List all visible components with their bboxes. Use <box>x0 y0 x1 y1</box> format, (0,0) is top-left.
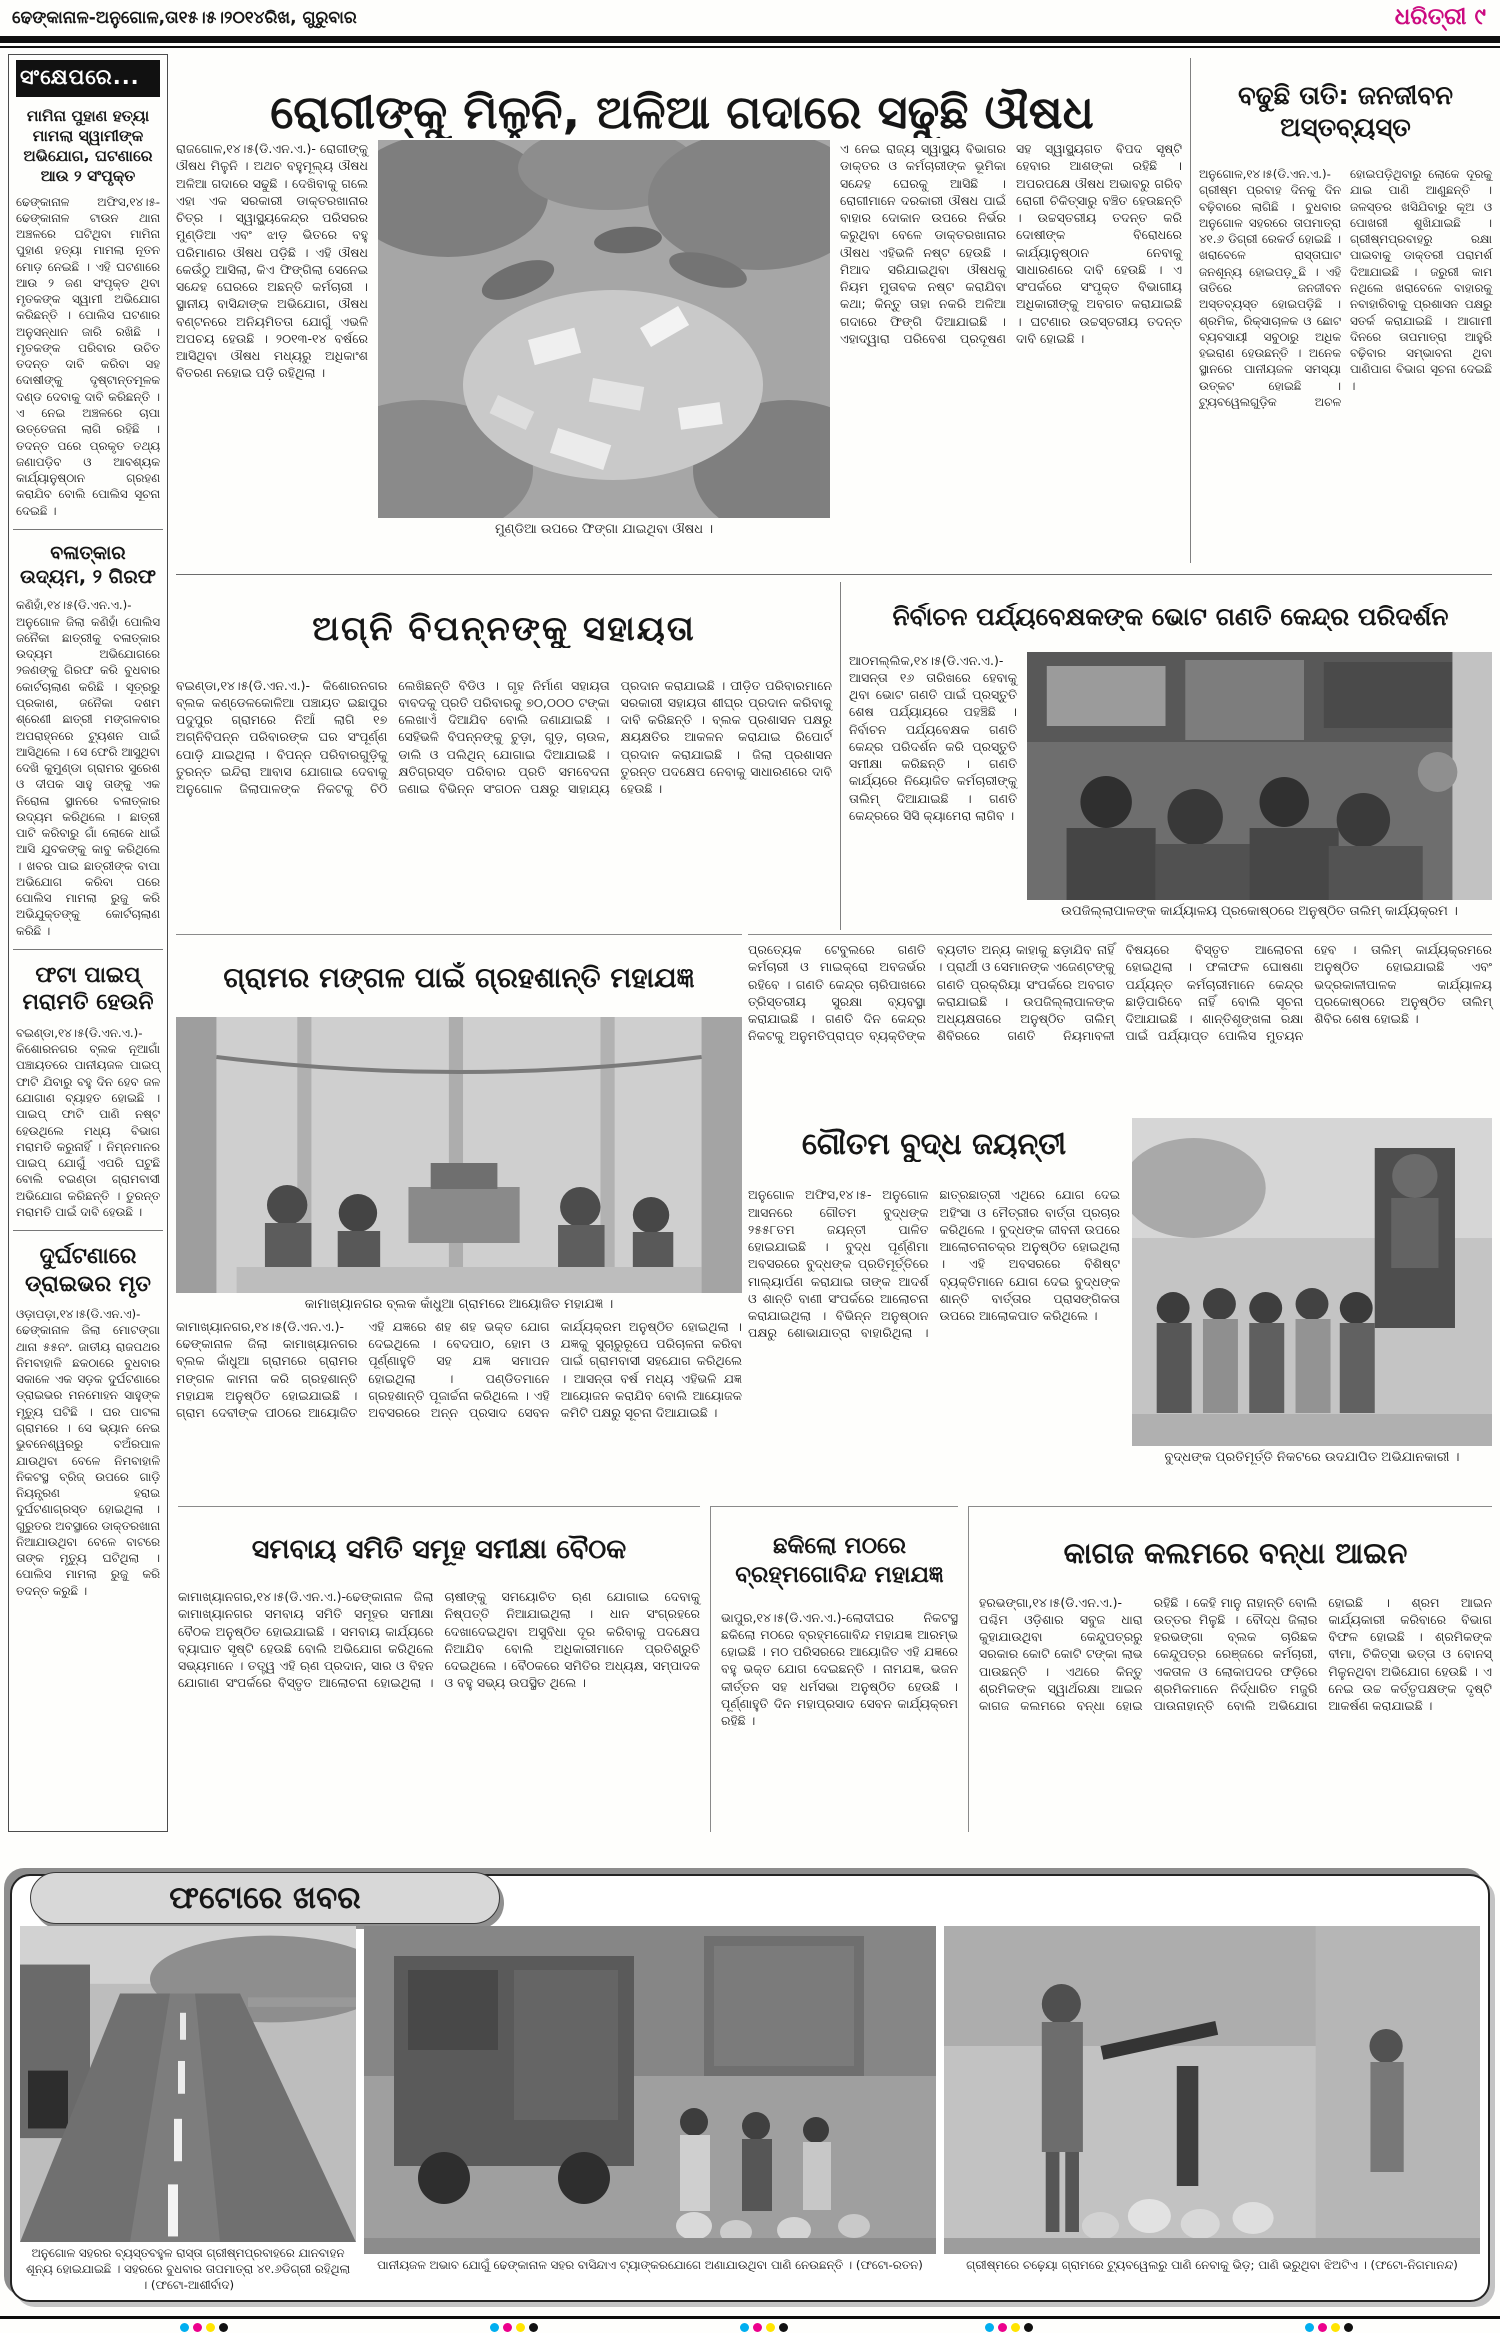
heatwave-headline: ବଢୁଛି ତାତି: ଜନଜୀବନ ଅସ୍ତବ୍ୟସ୍ତ <box>1237 80 1454 144</box>
magenta-dot <box>753 2323 762 2332</box>
registration-marks <box>1305 2323 1353 2332</box>
masthead-edition-date: ଢେଙ୍କାନାଳ-ଅନୁଗୋଳ,ତା୧୫।୫।୨୦୧୪ରିଖ, ଗୁରୁବାର <box>12 8 357 28</box>
divider <box>13 529 163 530</box>
hand-pump-illustration <box>944 1926 1480 2254</box>
photo-water-tanker <box>364 1926 936 2254</box>
registration-marks <box>490 2323 538 2332</box>
brief-title: ଦୁର୍ଘଟଣାରେ ଡ୍ରାଇଭର ମୃତ <box>25 1244 151 1297</box>
fire-aid-headline: ଅଗ୍ନି ବିପନ୍ନଙ୍କୁ ସହାୟତା <box>312 610 696 649</box>
divider <box>13 1230 163 1231</box>
election-headline: ନିର୍ବାଚନ ପର୍ଯ୍ୟବେକ୍ଷକଙ୍କ ଭୋଟ ଗଣତି କେନ୍ଦ୍ର ପରିଦର୍ଶନ <box>892 602 1449 631</box>
yajna-figure <box>176 1017 742 1312</box>
law-headline: କାଗଜ କଲମରେ ବନ୍ଧା ଆଇନ <box>1063 1537 1408 1570</box>
heatwave-article <box>1190 58 1492 563</box>
photo-news-caption: ଗ୍ରୀଷ୍ମରେ ଚଢ଼େୟା ଗ୍ରାମରେ ଟ୍ୟୁବୱେଲରୁ ପାଣି ନେବାକୁ ଭିଡ଼; ପାଣି ଭରୁଥିବା ଝିଅଟିଏ । (ଫଟୋ-ନିଗମାନନ୍ଦ) <box>966 2258 1458 2272</box>
yajna-body: କାମାଖ୍ୟାନଗର,୧୪।୫(ଡି.ଏନ.ଏ.)-ଢେଙ୍କାନାଳ ଜିଲା କାମାଖ୍ୟାନଗର ବ୍ଲକ କାଁଧୁଆ ଗ୍ରାମରେ ଗ୍ରାମର ମଙ୍ଗଳ କାମନା କରି ଗ୍ରହଶାନ୍ତି ମହାଯଜ୍ଞ ଅନୁଷ୍ଠିତ ହୋଇଯାଇଛି । ଗ୍ରାମ ଦେବୀଙ୍କ ପୀଠରେ ଆୟୋଜିତ ଏହି ଯଜ୍ଞରେ ଶହ ଶହ ଭକ୍ତ ଯୋଗ ଦେଇଥିଲେ । ବେଦପାଠ, ହୋମ ଓ ପୂର୍ଣ୍ଣାହୁତି ସହ ଯଜ୍ଞ ସମାପନ ହୋଇଥିଲା । ପଣ୍ଡିତମାନେ ଗ୍ରହଶାନ୍ତି ପୂଜାର୍ଚ୍ଚନା କରିଥିଲେ । ଏହି ଅବସରରେ ଅନ୍ନ ପ୍ରସାଦ ସେବନ କାର୍ଯ୍ୟକ୍ରମ ଅନୁଷ୍ଠିତ ହୋଇଥିଲା । ଯଜ୍ଞକୁ ସୁଚାରୁରୂପେ ପରିଚାଳନା କରିବା ପାଇଁ ଗ୍ରାମବାସୀ ସହଯୋଗ କରିଥିଲେ । ଆସନ୍ତା ବର୍ଷ ମଧ୍ୟ ଏହିଭଳି ଯଜ୍ଞ ଆୟୋଜନ କରାଯିବ ବୋଲି ଆୟୋଜକ କମିଟି ପକ୍ଷରୁ ସୂଚନା ଦିଆଯାଇଛି । <box>176 1318 742 1421</box>
election-photo-caption: ଉପଜିଲ୍ଲାପାଳଙ୍କ କାର୍ଯ୍ୟାଳୟ ପ୍ରକୋଷ୍ଠରେ ଅନୁଷ୍ଠିତ ତାଲିମ୍ କାର୍ଯ୍ୟକ୍ରମ । <box>1061 903 1458 919</box>
lead-photo-caption: ମୁଣ୍ଡିଆ ଉପରେ ଫିଙ୍ଗା ଯାଇଥିବା ଔଷଧ । <box>494 522 714 537</box>
registration-marks <box>180 2323 228 2332</box>
photo-hand-pump <box>944 1926 1480 2254</box>
law-body: ହରଭଙ୍ଗା,୧୪।୫(ଡି.ଏନ.ଏ.)-ପଶ୍ଚିମ ଓଡ଼ିଶାର ସବୁଜ ଧାରା କୁହାଯାଉଥିବା କେନ୍ଦୁପତ୍ରରୁ ସରକାର କୋଟି କୋଟି ଟଙ୍କା ଲାଭ ପାଉଛନ୍ତି । ଏଥରେ କିନ୍ତୁ ଶ୍ରମିକଙ୍କ ସ୍ୱାର୍ଥରକ୍ଷା ଆଇନ କାଗଜ କଲମରେ ବନ୍ଧା ହୋଇ ରହିଛି । କେହି ମାନୁ ନାହାନ୍ତି ବୋଲି ଉତ୍ତର ମିଳୁଛି । ବୌଦ୍ଧ ଜିଲାର ହରଭଙ୍ଗା ବ୍ଲକ ଚାରିଛକ କେନ୍ଦୁପତ୍ର ରେଞ୍ଜରେ କର୍ମଚାରୀ, ଏକତାଳ ଓ ଲୋକାପଦର ଫଡ଼ିରେ ଶ୍ରମିକମାନେ ନିର୍ଦ୍ଧାରିତ ମଜୁରି ପାଉନାହାନ୍ତି ବୋଲି ଅଭିଯୋଗ ହୋଇଛି । ଶ୍ରମ ଆଇନ କାର୍ଯ୍ୟକାରୀ କରିବାରେ ବିଭାଗ ବିଫଳ ହୋଇଛି । ଶ୍ରମିକଙ୍କ ବୀମା, ଚିକିତ୍ସା ଭତ୍ତା ଓ ବୋନସ୍ ମିଳୁନଥିବା ଅଭିଯୋଗ ହେଉଛି । ଏ ନେଇ ଉଚ୍ଚ କର୍ତ୍ତୃପକ୍ଷଙ୍କ ଦୃଷ୍ଟି ଆକର୍ଷଣ କରାଯାଇଛି । <box>979 1594 1492 1714</box>
election-article <box>840 582 1492 930</box>
photo-news-banner: ଫଟୋରେ ଖବର <box>30 1872 500 1924</box>
photo-news-box <box>10 1874 1490 2302</box>
lead-figure <box>378 140 830 570</box>
photo-news-row <box>20 1926 1480 2294</box>
black-dot <box>1344 2323 1353 2332</box>
fire-aid-body: ବଇଣ୍ଡା,୧୪।୫(ଡି.ଏନ.ଏ.)- କିଶୋରନଗର ବ୍ଲକ କଣ୍ଡେଳକୋଳିଆ ପଞ୍ଚାୟତ ଇଛାପୁର ପଦୁପୁର ଗ୍ରାମରେ ନିଆଁ ଲାଗି ୧୭ ଅଗ୍ନିବିପନ୍ନ ପରିବାରଙ୍କ ଘର ସଂପୂର୍ଣ୍ଣ ପୋଡ଼ି ଯାଇଥିଲା । ବିପନ୍ନ ପରିବାରଗୁଡ଼ିକୁ ତୁରନ୍ତ ଇନ୍ଦିରା ଆବାସ ଯୋଗାଇ ଦେବାକୁ ଅନୁଗୋଳ ଜିଲାପାଳଙ୍କ ନିକଟକୁ ଚିଠି ଲେଖିଛନ୍ତି ବିଡିଓ । ଗୃହ ନିର୍ମାଣ ସହାୟତା ବାବଦକୁ ପ୍ରତି ପରିବାରକୁ ୭୦,୦୦୦ ଟଙ୍କା ଲେଖାଏଁ ଦିଆଯିବ ବୋଲି ଜଣାଯାଇଛି । ସେହିଭଳି ବିପନ୍ନଙ୍କୁ ଚୁଡ଼ା, ଗୁଡ଼, ଚାଉଳ, ଡାଲି ଓ ପଲିଥିନ୍ ଯୋଗାଇ ଦିଆଯାଇଛି । କ୍ଷତିଗ୍ରସ୍ତ ପରିବାର ପ୍ରତି ସମବେଦନା ଜଣାଇ ବିଭିନ୍ନ ସଂଗଠନ ପକ୍ଷରୁ ସାହାଯ୍ୟ ପ୍ରଦାନ କରାଯାଇଛି । ପୀଡ଼ିତ ପରିବାରମାନେ ସରକାରୀ ସହାୟତା ଶୀଘ୍ର ପ୍ରଦାନ କରିବାକୁ ଦାବି କରିଛନ୍ତି । ବ୍ଲକ ପ୍ରଶାସନ ପକ୍ଷରୁ କ୍ଷୟକ୍ଷତିର ଆକଳନ କରାଯାଇ ରିପୋର୍ଟ ପ୍ରଦାନ କରାଯାଇଛି । ଜିଲା ପ୍ରଶାସନ ତୁରନ୍ତ ପଦକ୍ଷେପ ନେବାକୁ ସାଧାରଣରେ ଦାବି ହେଉଛି । <box>176 677 832 797</box>
yellow-dot <box>516 2323 525 2332</box>
masthead-rule-thin <box>0 46 1500 48</box>
photo-buddha-statue-group <box>1132 1118 1492 1446</box>
black-dot <box>219 2323 228 2332</box>
photo-news-figure <box>364 1926 936 2294</box>
divider <box>176 574 1492 575</box>
cooperative-headline: ସମବାୟ ସମିତି ସମୂହ ସମୀକ୍ଷା ବୈଠକ <box>251 1535 627 1566</box>
lead-article <box>176 140 1182 570</box>
brief-title: ମାମିନା ପୁହାଣ ହତ୍ୟା ମାମଲା ସ୍ୱାମୀଙ୍କ ଅଭିଯୋଗ, ଘଟଣାରେ ଆଉ ୨ ସଂପୃକ୍ତ <box>23 107 153 186</box>
yajna-ceremony-illustration <box>176 1017 742 1293</box>
photo-news-figure <box>944 1926 1480 2294</box>
lead-columns-2-3: ଏ ନେଇ ରାଜ୍ୟ ସ୍ୱାସ୍ଥ୍ୟ ବିଭାଗର ଡାକ୍ତର ଓ କର୍ମଚାରୀଙ୍କ ଭୂମିକା ସନ୍ଦେହ ଘେରକୁ ଆସିଛି । ରୋଗୀମାନେ ଦରକାରୀ ଔଷଧ ପାଇଁ ବାହାର ଦୋକାନ ଉପରେ ନିର୍ଭର କରୁଥିବା ବେଳେ ଡାକ୍ତରଖାନାର ଔଷଧ ଏହିଭଳି ନଷ୍ଟ ହେଉଛି । ମିଆଦ ସରିଯାଇଥିବା ଔଷଧକୁ ନିୟମ ମୁତାବକ ନଷ୍ଟ କରାଯିବା କଥା; କିନ୍ତୁ ତାହା ନକରି ଅଳିଆ ଗଦାରେ ଫିଙ୍ଗି ଦିଆଯାଇଛି । ଏହାଦ୍ୱାରା ପରିବେଶ ପ୍ରଦୂଷଣ ସହ ସ୍ୱାସ୍ଥ୍ୟଗତ ବିପଦ ସୃଷ୍ଟି ହେବାର ଆଶଙ୍କା ରହିଛି । ଅପରପକ୍ଷେ ଔଷଧ ଅଭାବରୁ ଗରିବ ରୋଗୀ ଚିକିତ୍ସାରୁ ବଞ୍ଚିତ ହେଉଛନ୍ତି । ଉଚ୍ଚସ୍ତରୀୟ ତଦନ୍ତ କରି ଦୋଷୀଙ୍କ ବିରୋଧରେ କାର୍ଯ୍ୟାନୁଷ୍ଠାନ ନେବାକୁ ସାଧାରଣରେ ଦାବି ହେଉଛି । ଏ ସଂପର୍କରେ ସଂପୃକ୍ତ ବିଭାଗୀୟ ଅଧିକାରୀଙ୍କୁ ଅବଗତ କରାଯାଇଛି । ଘଟଣାର ଉଚ୍ଚସ୍ତରୀୟ ତଦନ୍ତ ଦାବି ହୋଇଛି । <box>840 141 1182 346</box>
photo-news-caption: ପାନୀୟଜଳ ଅଭାବ ଯୋଗୁଁ ଢେଙ୍କାନାଳ ସହର ବାସିନ୍ଦାଏ ଟ୍ୟାଙ୍କରଯୋଗେ ଅଣାଯାଉଥିବା ପାଣି ନେଉଛନ୍ତି । (ଫଟୋ-ରତନ) <box>377 2258 923 2272</box>
law-article <box>968 1506 1492 1832</box>
election-body-continued: ପ୍ରତ୍ୟେକ ଟେବୁଲରେ ଗଣତି କର୍ମଚାରୀ ଓ ମାଇକ୍ରୋ ଅବଜର୍ଭର ରହିବେ । ଗଣତି କେନ୍ଦ୍ର ଚାରିପାଖରେ ତ୍ରିସ୍ତରୀୟ ସୁରକ୍ଷା ବ୍ୟବସ୍ଥା କରାଯାଇଛି । ଗଣତି ଦିନ କେନ୍ଦ୍ର ନିକଟକୁ ଅନୁମତିପ୍ରାପ୍ତ ବ୍ୟକ୍ତିଙ୍କ ବ୍ୟତୀତ ଅନ୍ୟ କାହାକୁ ଛଡ଼ାଯିବ ନାହିଁ । ପ୍ରାର୍ଥୀ ଓ ସେମାନଙ୍କ ଏଜେଣ୍ଟଙ୍କୁ ଗଣତି ପ୍ରକ୍ରିୟା ସଂପର୍କରେ ଅବଗତ କରାଯାଇଛି । ଉପଜିଲ୍ଲାପାଳଙ୍କ ଅଧ୍ୟକ୍ଷତାରେ ଅନୁଷ୍ଠିତ ତାଲିମ୍ ଶିବିରରେ ଗଣତି ନିୟମାବଳୀ ବିଷୟରେ ବିସ୍ତୃତ ଆଲୋଚନା ହୋଇଥିଲା । ଫଳାଫଳ ଘୋଷଣା ପର୍ଯ୍ୟନ୍ତ କର୍ମଚାରୀମାନେ କେନ୍ଦ୍ର ଛାଡ଼ିପାରିବେ ନାହିଁ ବୋଲି ସୂଚନା ଦିଆଯାଇଛି । ଶାନ୍ତିଶୃଙ୍ଖଳା ରକ୍ଷା ପାଇଁ ପର୍ଯ୍ୟାପ୍ତ ପୋଲିସ ମୁତୟନ ହେବ । ତାଲିମ୍ କାର୍ଯ୍ୟକ୍ରମରେ ଅନୁଷ୍ଠିତ ହୋଇଯାଇଛି ଏବଂ ଭଦ୍ରକାଳୀପାଳକ କାର୍ଯ୍ୟାଳୟ ପ୍ରକୋଷ୍ଠରେ ଅନୁଷ୍ଠିତ ତାଲିମ୍ ଶିବିର ଶେଷ ହୋଇଛି । <box>748 934 1492 1110</box>
buddha-headline: ଗୌତମ ବୁଦ୍ଧ ଜୟନ୍ତୀ <box>801 1128 1067 1162</box>
math-yajna-body: ଭାପୁର,୧୪।୫(ଡି.ଏନ.ଏ.)-ଲୋଦୀଘର ନିକଟସ୍ଥ ଛକିଲୋ ମଠରେ ବ୍ରହ୍ମଗୋବିନ୍ଦ ମହାଯଜ୍ଞ ଆରମ୍ଭ ହୋଇଛି । ମଠ ପରିସରରେ ଆୟୋଜିତ ଏହି ଯଜ୍ଞରେ ବହୁ ଭକ୍ତ ଯୋଗ ଦେଇଛନ୍ତି । ନାମଯଜ୍ଞ, ଭଜନ କୀର୍ତ୍ତନ ସହ ଧର୍ମସଭା ଅନୁଷ୍ଠିତ ହେଉଛି । ପୂର୍ଣ୍ଣାହୁତି ଦିନ ମହାପ୍ରସାଦ ସେବନ କାର୍ଯ୍ୟକ୍ରମ ରହିଛି । <box>721 1609 958 1729</box>
discarded-medicines-illustration <box>378 140 830 518</box>
photo-yajna-ceremony <box>176 1017 742 1293</box>
briefs-header: ସଂକ୍ଷେପରେ... <box>16 60 160 97</box>
cyan-dot <box>740 2323 749 2332</box>
yellow-dot <box>1331 2323 1340 2332</box>
cyan-dot <box>1305 2323 1314 2332</box>
footer-rule <box>0 2316 1500 2319</box>
brief-body: ଓଡ଼ାପଡ଼ା,୧୪।୫(ଡି.ଏନ.ଏ)-ଢେଙ୍କାନାଳ ଜିଲା ମୋଟଙ୍ଗା ଥାନା ୫୫ନଂ. ଜାତୀୟ ରାଜପଥର ନିମବାହାଳି ଛକଠାରେ ବୁଧବାର ସକାଳେ ଏକ ସଡ଼କ ଦୁର୍ଘଟଣାରେ ଡ୍ରାଇଭର ମନମୋହନ ସାହୁଙ୍କ ମୃତ୍ୟୁ ଘଟିଛି । ଘର ପାଟଳା ଗ୍ରାମରେ । ସେ ଭ୍ୟାନ ନେଇ ଭୁବନେଶ୍ୱରରୁ ବଅଁରପାଳ ଯାଉଥିବା ବେଳେ ନିମବାହାଳି ନିକଟସ୍ଥ ବ୍ରିଜ୍ ଉପରେ ଗାଡ଼ି ନିୟନ୍ତ୍ରଣ ହରାଇ ଦୁର୍ଘଟଣାଗ୍ରସ୍ତ ହୋଇଥିଲା । ଗୁରୁତର ଅବସ୍ଥାରେ ଡାକ୍ତରଖାନା ନିଆଯାଉଥିବା ବେଳେ ବାଟରେ ତାଙ୍କ ମୃତ୍ୟୁ ଘଟିଥିଲା । ପୋଲିସ ମାମଲା ରୁଜୁ କରି ତଦନ୍ତ କରୁଛି । <box>16 1307 160 1598</box>
lead-column-1: ରାଜଗୋଳ,୧୪।୫(ଡି.ଏନ.ଏ.)- ରୋଗୀଙ୍କୁ ଔଷଧ ମିଳୁନି । ଅଥଚ ବହୁମୂଲ୍ୟ ଔଷଧ ଅଳିଆ ଗଦାରେ ସଢୁଛି । ଦେଖିବାକୁ ଗଲେ ଏହା ଏକ ସରକାରୀ ଡାକ୍ତରଖାନାର ଚିତ୍ର । ସ୍ୱାସ୍ଥ୍ୟକେନ୍ଦ୍ର ପରିସରର ମୁଣ୍ଡିଆ ଏବଂ ଝାଡ଼ ଭିତରେ ବହୁ ପରିମାଣର ଔଷଧ ପଡ଼ିଛି । ଏହି ଔଷଧ କେଉଁଠୁ ଆସିଲା, କିଏ ଫିଙ୍ଗିଲା ସେନେଇ ସନ୍ଦେହ ଘେରରେ ଅଛନ୍ତି କର୍ମଚାରୀ । ସ୍ଥାନୀୟ ବାସିନ୍ଦାଙ୍କ ଅଭିଯୋଗ, ଔଷଧ ବଣ୍ଟନରେ ଅନିୟମିତତା ଯୋଗୁଁ ଏଭଳି ଅପଚୟ ହେଉଛି । ୨୦୧୩-୧୪ ବର୍ଷରେ ଆସିଥିବା ଔଷଧ ମଧ୍ୟରୁ ଅଧିକାଂଶ ବିତରଣ ନହୋଇ ପଡ଼ି ରହିଥିଲା । <box>176 141 368 381</box>
cooperative-body: କାମାଖ୍ୟାନଗର,୧୪।୫(ଡି.ଏନ.ଏ.)-ଢେଙ୍କାନାଳ ଜିଲା କାମାଖ୍ୟାନଗର ସମବାୟ ସମିତି ସମୂହର ସମୀକ୍ଷା ବୈଠକ ଅନୁଷ୍ଠିତ ହୋଇଯାଇଛି । ସମବାୟ କାର୍ଯ୍ୟରେ ବ୍ୟାଘାତ ସୃଷ୍ଟି ହେଉଛି ବୋଲି ଅଭିଯୋଗ କରିଥିଲେ ସଭ୍ୟମାନେ । ତତ୍ତ୍ୱ ଏହି ଋଣ ପ୍ରଦାନ, ସାର ଓ ବିହନ ଯୋଗାଣ ସଂପର୍କରେ ବିସ୍ତୃତ ଆଲୋଚନା ହୋଇଥିଲା । ଚାଷୀଙ୍କୁ ସମୟୋଚିତ ଋଣ ଯୋଗାଇ ଦେବାକୁ ନିଷ୍ପତ୍ତି ନିଆଯାଇଥିଲା । ଧାନ ସଂଗ୍ରହରେ ଦେଖାଦେଇଥିବା ଅସୁବିଧା ଦୂର କରିବାକୁ ପଦକ୍ଷେପ ନିଆଯିବ ବୋଲି ଅଧିକାରୀମାନେ ପ୍ରତିଶ୍ରୁତି ଦେଇଥିଲେ । ବୈଠକରେ ସମିତିର ଅଧ୍ୟକ୍ଷ, ସମ୍ପାଦକ ଓ ବହୁ ସଭ୍ୟ ଉପସ୍ଥିତ ଥିଲେ । <box>178 1589 700 1691</box>
empty-road-illustration <box>20 1926 356 2242</box>
election-left-column: ଆଠମଲ୍ଲିକ,୧୪।୫(ଡି.ଏନ.ଏ.)- ଆସନ୍ତା ୧୬ ତାରିଖରେ ହେବାକୁ ଥିବା ଭୋଟ ଗଣତି ପାଇଁ ପ୍ରସ୍ତୁତି ଶେଷ ପର୍ଯ୍ୟାୟରେ ପହଞ୍ଚିଛି । ନିର୍ବାଚନ ପର୍ଯ୍ୟବେକ୍ଷକ ଗଣତି କେନ୍ଦ୍ର ପରିଦର୍ଶନ କରି ପ୍ରସ୍ତୁତି ସମୀକ୍ଷା କରିଛନ୍ତି । ଗଣତି କାର୍ଯ୍ୟରେ ନିୟୋଜିତ କର୍ମଚାରୀଙ୍କୁ ତାଲିମ୍ ଦିଆଯାଇଛି । ଗଣତି କେନ୍ଦ୍ରରେ ସିସି କ୍ୟାମେରା ଲାଗିବ । <box>849 652 1017 823</box>
fire-aid-article <box>176 582 832 930</box>
brief-body: ଢେଙ୍କାନାଳ ଅଫିସ,୧୪।୫-ଢେଙ୍କାନାଳ ଟାଉନ ଥାନା ଅଞ୍ଚଳରେ ଘଟିଥିବା ମାମିନା ପୁହାଣ ହତ୍ୟା ମାମଲା ନୂତନ ମୋଡ଼ ନେଇଛି । ଏହି ଘଟଣାରେ ଆଉ ୨ ଜଣ ସଂପୃକ୍ତ ଥିବା ମୃତକଙ୍କ ସ୍ୱାମୀ ଅଭିଯୋଗ କରିଛନ୍ତି । ପୋଲିସ ଘଟଣାର ଅନୁସନ୍ଧାନ ଜାରି ରଖିଛି । ମୃତକଙ୍କ ପରିବାର ଉଚିତ ତଦନ୍ତ ଦାବି କରିବା ସହ ଦୋଷୀଙ୍କୁ ଦୃଷ୍ଟାନ୍ତମୂଳକ ଦଣ୍ଡ ଦେବାକୁ ଦାବି କରିଛନ୍ତି । ଏ ନେଇ ଅଞ୍ଚଳରେ ଚାପା ଉତ୍ତେଜନା ଲାଗି ରହିଛି । ତଦନ୍ତ ପରେ ପ୍ରକୃତ ତଥ୍ୟ ଜଣାପଡ଼ିବ ଓ ଆବଶ୍ୟକ କାର୍ଯ୍ୟାନୁଷ୍ଠାନ ଗ୍ରହଣ କରାଯିବ ବୋଲି ପୋଲିସ ସୂଚନା ଦେଇଛି । <box>16 194 160 518</box>
magenta-dot <box>193 2323 202 2332</box>
registration-marks <box>985 2323 1033 2332</box>
election-row <box>849 652 1492 919</box>
photo-news-figure <box>20 1926 356 2294</box>
photo-discarded-medicines <box>378 140 830 518</box>
photo-training-session <box>1027 652 1492 900</box>
masthead-paper-name-page: ଧରିତ୍ରୀ ୯ <box>1394 4 1486 30</box>
lead-headline: ରୋଗୀଙ୍କୁ ମିଳୁନି, ଅଳିଆ ଗଦାରେ ସଢୁଛି ଔଷଧ <box>270 86 1094 139</box>
black-dot <box>529 2323 538 2332</box>
black-dot <box>779 2323 788 2332</box>
buddha-article <box>748 1114 1492 1502</box>
masthead-rule-thick <box>0 36 1500 43</box>
briefs-sidebar <box>8 54 168 1832</box>
training-session-illustration <box>1027 652 1492 900</box>
magenta-dot <box>503 2323 512 2332</box>
yajna-photo-caption: କାମାଖ୍ୟାନଗର ବ୍ଲକ କାଁଧୁଆ ଗ୍ରାମରେ ଆୟୋଜିତ ମହାଯଜ୍ଞ । <box>304 1296 614 1312</box>
yajna-article <box>176 934 742 1500</box>
divider <box>13 949 163 950</box>
yellow-dot <box>206 2323 215 2332</box>
brief-body: ବଇଣ୍ଡା,୧୪।୫(ଡି.ଏନ.ଏ.)- କିଶୋରନଗର ବ୍ଲକ ନୂଆଗାଁ ପଞ୍ଚାୟତରେ ପାନୀୟଜଳ ପାଇପ୍ ଫାଟି ଯିବାରୁ ବହୁ ଦିନ ହେବ ଜଳ ଯୋଗାଣ ବ୍ୟାହତ ହୋଇଛି । ପାଇପ୍ ଫାଟି ପାଣି ନଷ୍ଟ ହେଉଥିଲେ ମଧ୍ୟ ବିଭାଗ ମରାମତି କରୁନାହିଁ । ନିମ୍ନମାନର ପାଇପ୍ ଯୋଗୁଁ ଏପରି ଘଟୁଛି ବୋଲି ବଇଣ୍ଡା ଗ୍ରାମବାସୀ ଅଭିଯୋଗ କରିଛନ୍ତି । ତୁରନ୍ତ ମରାମତି ପାଇଁ ଦାବି ହେଉଛି । <box>16 1025 160 1219</box>
magenta-dot <box>1318 2323 1327 2332</box>
election-figure <box>1027 652 1492 919</box>
math-yajna-headline: ଛକିଲୋ ମଠରେ ବ୍ରହ୍ମଗୋବିନ୍ଦ ମହାଯଜ୍ଞ <box>735 1533 944 1588</box>
buddha-statue-illustration <box>1132 1118 1492 1446</box>
buddha-text-block <box>748 1114 1120 1502</box>
brief-body: କଣିହାଁ,୧୪।୫(ଡି.ଏନ.ଏ.)- ଅନୁଗୋଳ ଜିଲା କଣିହାଁ ପୋଲିସ ଜନୈକା ଛାତ୍ରୀକୁ ବଳାତ୍କାର ଉଦ୍ୟମ ଅଭିଯୋଗରେ ୨ଜଣଙ୍କୁ ଗିରଫ କରି ବୁଧବାର କୋର୍ଟଚାଲାଣ କରିଛି । ସୂତ୍ରରୁ ପ୍ରକାଶ, ଜନୈକା ଦଶମ ଶ୍ରେଣୀ ଛାତ୍ରୀ ମଙ୍ଗଳବାର ଅପରାହ୍ନରେ ଟ୍ୟୁଶନ ପାଇଁ ଆସିଥିଲେ । ସେ ଫେରି ଆସୁଥିବା ଦେଖି କୁମୁଣ୍ଡା ଗ୍ରାମର ସୁରେଶ ଓ ଦୀପକ ସାହୁ ତାଙ୍କୁ ଏକ ନିରୋଳା ସ୍ଥାନରେ ବଳାତ୍କାର ଉଦ୍ୟମ କରିଥିଲେ । ଛାତ୍ରୀ ପାଟି କରିବାରୁ ଗାଁ ଲୋକେ ଧାଇଁ ଆସି ଯୁବକଙ୍କୁ କାବୁ କରିଥିଲେ । ଖବର ପାଇ ଛାତ୍ରୀଙ୍କ ବାପା ଅଭିଯୋଗ କରିବା ପରେ ପୋଲିସ ମାମଲା ରୁଜୁ କରି ଅଭିଯୁକ୍ତଙ୍କୁ କୋର୍ଟଚାଲାଣ କରିଛି । <box>16 598 160 938</box>
buddha-figure <box>1132 1114 1492 1502</box>
buddha-photo-caption: ବୁଦ୍ଧଙ୍କ ପ୍ରତିମୂର୍ତ୍ତି ନିକଟରେ ଉଦଯାପିତ ଅଭିଯାନକାରୀ । <box>1164 1450 1460 1465</box>
photo-news-caption: ଅନୁଗୋଳ ସହରର ବ୍ୟସ୍ତବହୁଳ ରାସ୍ତା ଗ୍ରୀଷ୍ମପ୍ରବାହରେ ଯାନବାହନ ଶୂନ୍ୟ ହୋଇଯାଇଛି । ସହରରେ ବୁଧବାର ତାପମାତ୍ରା ୪୧.୬ଡିଗ୍ରୀ ରହିଥିଲା । (ଫଟୋ-ଆଶୀର୍ବାଦ) <box>26 2246 350 2293</box>
photo-empty-road <box>20 1926 356 2242</box>
yellow-dot <box>1011 2323 1020 2332</box>
yajna-headline: ଗ୍ରାମର ମଙ୍ଗଳ ପାଇଁ ଗ୍ରହଶାନ୍ତି ମହାଯଜ୍ଞ <box>223 962 695 994</box>
black-dot <box>1024 2323 1033 2332</box>
heatwave-body: ଅନୁଗୋଳ,୧୪।୫(ଡି.ଏନ.ଏ.)- ଗ୍ରୀଷ୍ମ ପ୍ରବାହ ଦିନକୁ ଦିନ ବଢ଼ିବାରେ ଲାଗିଛି । ବୁଧବାର ଅନୁଗୋଳ ସହରରେ ତାପମାତ୍ରା ୪୧.୬ ଡିଗ୍ରୀ ରେକର୍ଡ ହୋଇଛି । ଖରାବେଳେ ରାସ୍ତାଘାଟ ଜନଶୂନ୍ୟ ହୋଇପଡ଼ୁଛି । ଏହି ତାତିରେ ଜନଜୀବନ ଅସ୍ତବ୍ୟସ୍ତ ହୋଇପଡ଼ିଛି । ଶ୍ରମିକ, ରିକ୍ସାଚାଳକ ଓ ଛୋଟ ବ୍ୟବସାୟୀ ସବୁଠାରୁ ଅଧିକ ହଇରାଣ ହେଉଛନ୍ତି । ଅନେକ ସ୍ଥାନରେ ପାନୀୟଜଳ ସମସ୍ୟା ଉତ୍କଟ ହୋଇଛି । ଟ୍ୟୁବୱେଲଗୁଡ଼ିକ ଅଚଳ ହୋଇପଡ଼ିଥିବାରୁ ଲୋକେ ଦୂରକୁ ଯାଇ ପାଣି ଆଣୁଛନ୍ତି । ଜଳସ୍ତର ଖସିଯିବାରୁ କୂଅ ଓ ପୋଖରୀ ଶୁଖିଯାଇଛି । ଗ୍ରୀଷ୍ମପ୍ରବାହରୁ ରକ୍ଷା ପାଇବାକୁ ଡାକ୍ତରୀ ପରାମର୍ଶ ଦିଆଯାଇଛି । ଜରୁରୀ କାମ ନଥିଲେ ଖରାବେଳେ ବାହାରକୁ ନବାହାରିବାକୁ ପ୍ରଶାସନ ପକ୍ଷରୁ ସତର୍କ କରାଯାଇଛି । ଆଗାମୀ ଦିନରେ ତାପମାତ୍ରା ଆହୁରି ବଢ଼ିବାର ସମ୍ଭାବନା ଥିବା ପାଣିପାଗ ବିଭାଗ ସୂଚନା ଦେଇଛି । <box>1199 167 1492 409</box>
cyan-dot <box>490 2323 499 2332</box>
brief-title: ବଳାତ୍କାର ଉଦ୍ୟମ, ୨ ଗିରଫ <box>20 541 156 588</box>
buddha-body: ଅନୁଗୋଳ ଅଫିସ,୧୪।୫- ଅନୁଗୋଳ ଆସନରେ ଗୌତମ ବୁଦ୍ଧଙ୍କ ୨୫୫୮ତମ ଜୟନ୍ତୀ ପାଳିତ ହୋଇଯାଇଛି । ବୁଦ୍ଧ ପୂର୍ଣ୍ଣିମା ଅବସରରେ ବୁଦ୍ଧଙ୍କ ପ୍ରତିମୂର୍ତ୍ତିରେ ମାଲ୍ୟାର୍ପଣ କରାଯାଇ ତାଙ୍କ ଆଦର୍ଶ ଓ ଶାନ୍ତି ବାଣୀ ସଂପର୍କରେ ଆଲୋଚନା କରାଯାଇଥିଲା । ବିଭିନ୍ନ ଅନୁଷ୍ଠାନ ପକ୍ଷରୁ ଶୋଭାଯାତ୍ରା ବାହାରିଥିଲା । ଛାତ୍ରଛାତ୍ରୀ ଏଥିରେ ଯୋଗ ଦେଇ ଅହିଂସା ଓ ମୈତ୍ରୀର ବାର୍ତ୍ତା ପ୍ରଚାର କରିଥିଲେ । ବୁଦ୍ଧଙ୍କ ଜୀବନୀ ଉପରେ ଆଲୋଚନାଚକ୍ର ଅନୁଷ୍ଠିତ ହୋଇଥିଲା । ଏହି ଅବସରରେ ବିଶିଷ୍ଟ ବ୍ୟକ୍ତିମାନେ ଯୋଗ ଦେଇ ବୁଦ୍ଧଙ୍କ ଶାନ୍ତି ବାର୍ତ୍ତାର ପ୍ରାସଙ୍ଗିକତା ଉପରେ ଆଲୋକପାତ କରିଥିଲେ । <box>748 1187 1120 1341</box>
math-yajna-article <box>710 1506 958 1832</box>
cyan-dot <box>985 2323 994 2332</box>
water-tanker-illustration <box>364 1926 936 2254</box>
brief-title: ଫଟା ପାଇପ୍ ମରାମତି ହେଉନି <box>22 962 154 1016</box>
cooperative-article <box>178 1506 700 1832</box>
cyan-dot <box>180 2323 189 2332</box>
registration-marks <box>740 2323 788 2332</box>
yellow-dot <box>766 2323 775 2332</box>
magenta-dot <box>998 2323 1007 2332</box>
